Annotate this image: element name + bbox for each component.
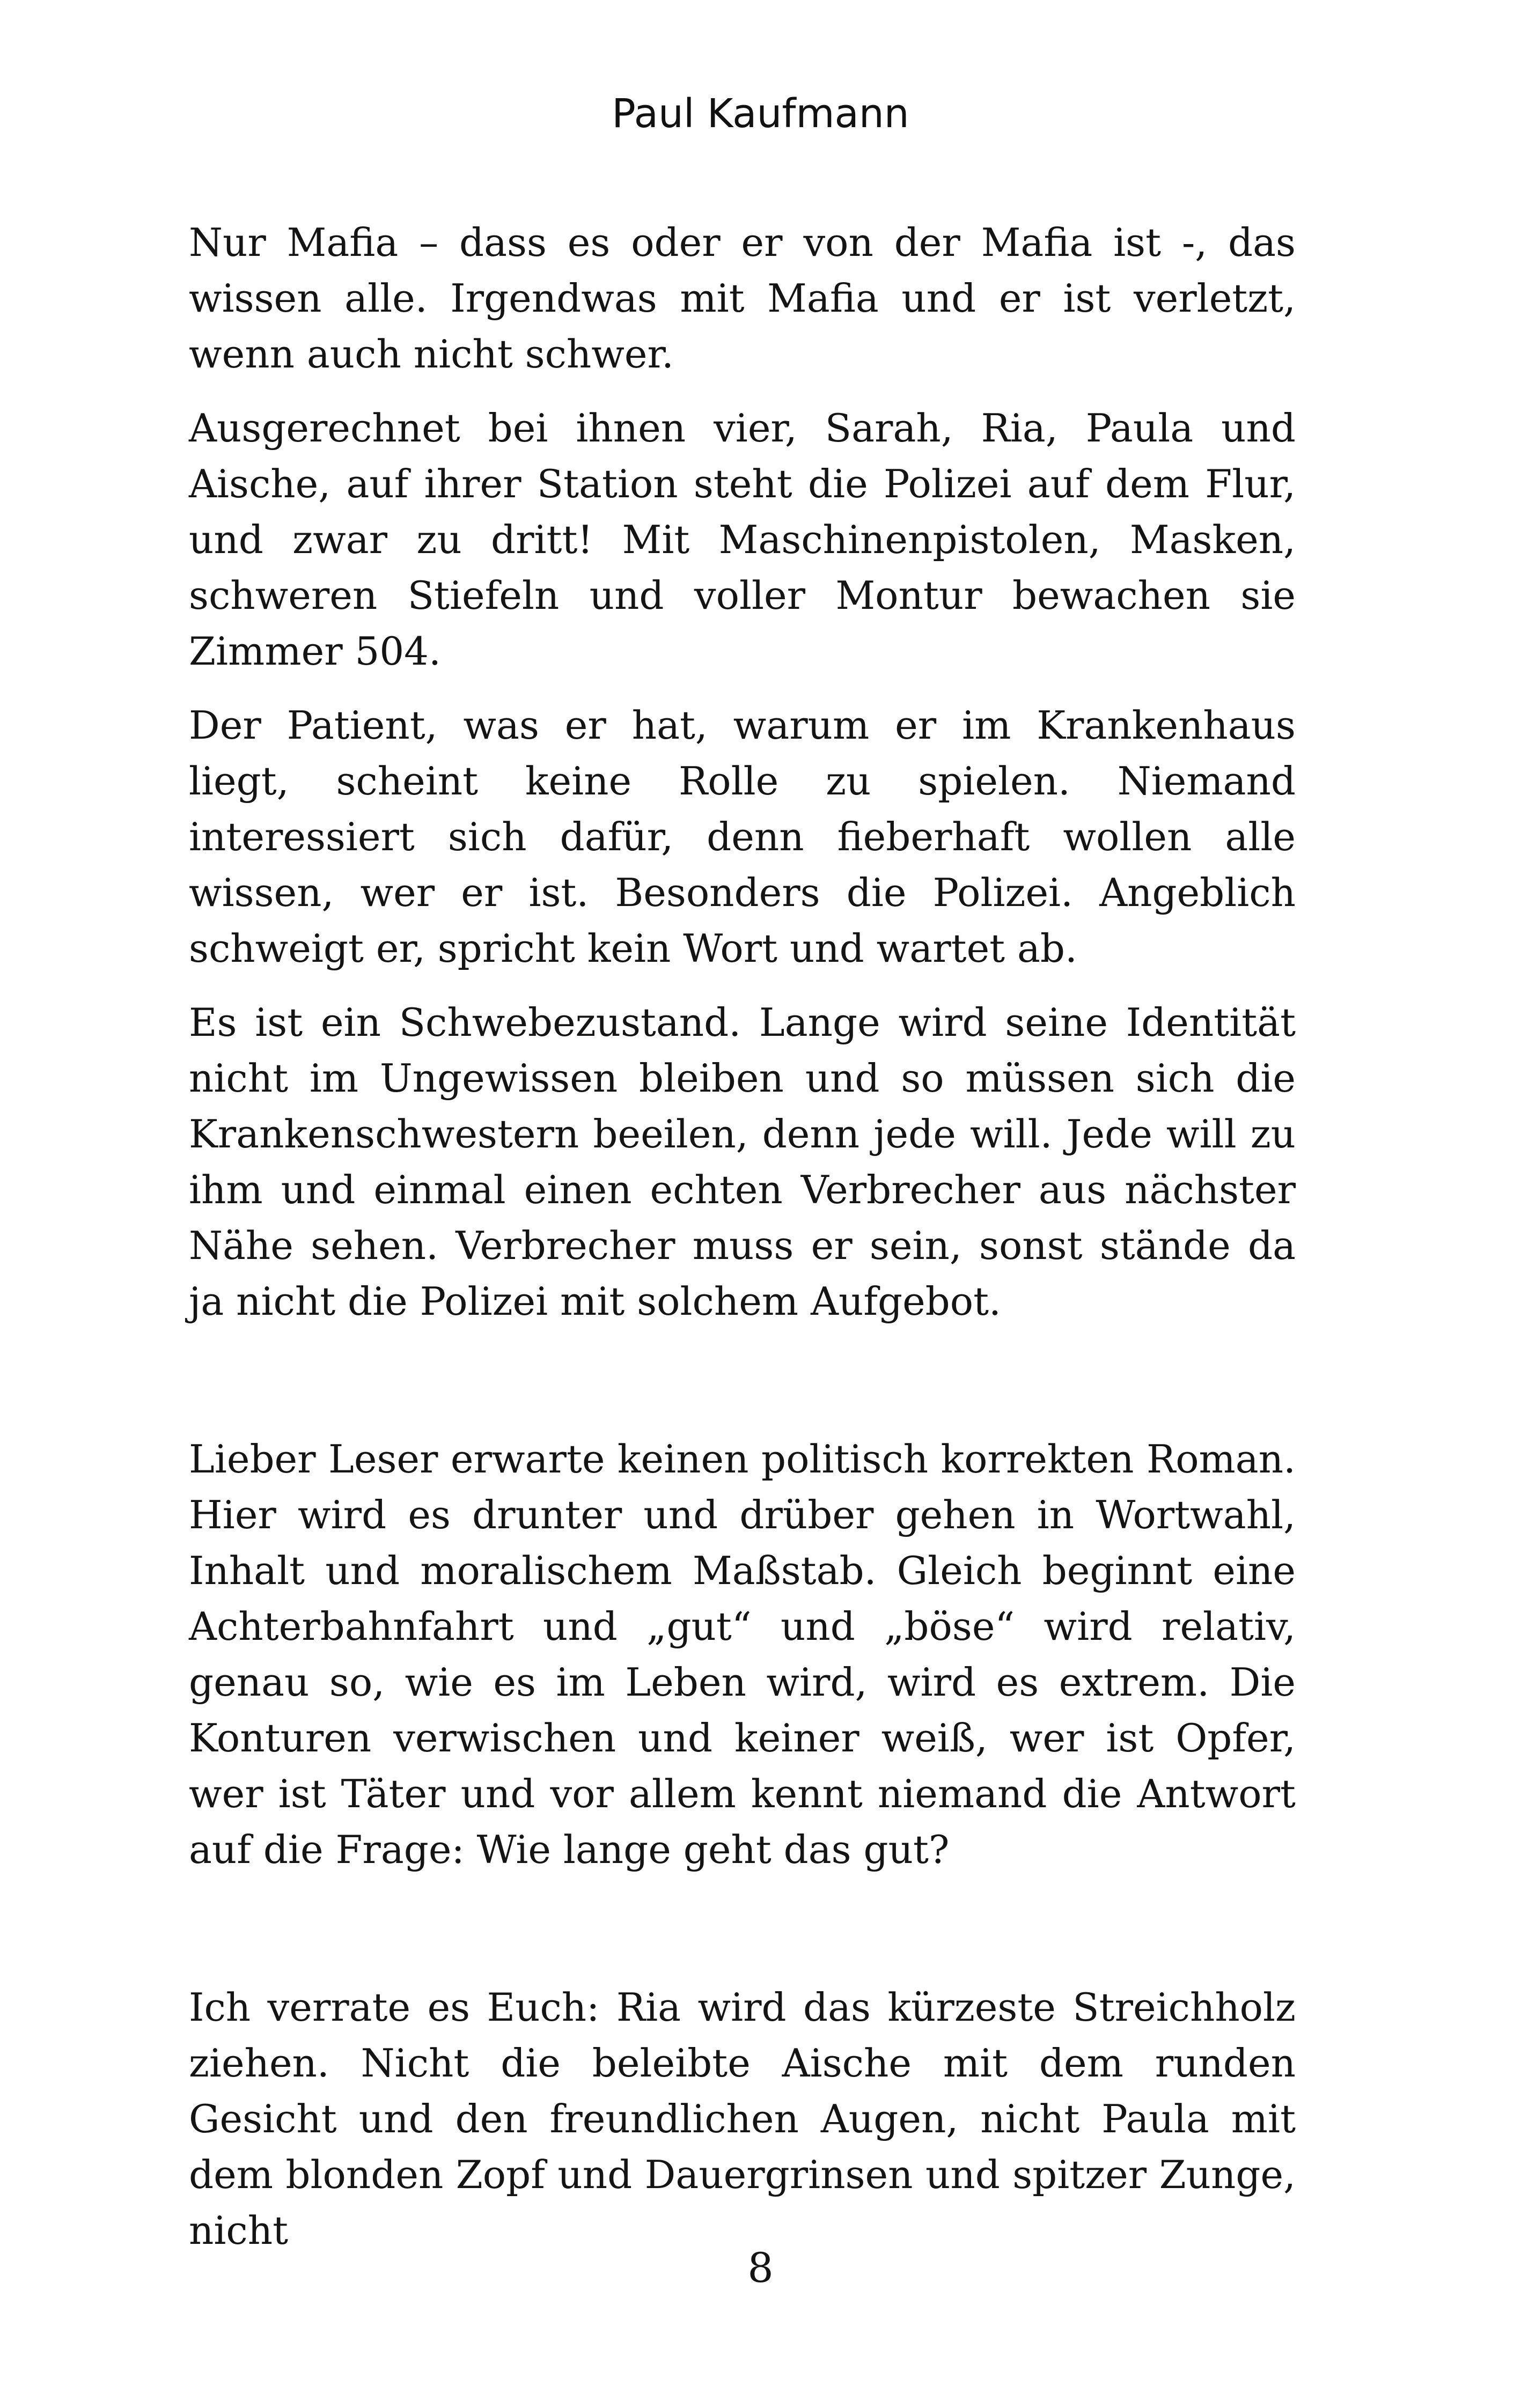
paragraph: Ausgerechnet bei ihnen vier, Sarah, Ria, Paula und Aische, auf ihrer Station steht die Polizei auf dem Flur, und zwar zu dritt! Mit Maschinenpistolen, Masken, schweren Stiefeln und voller Montur bewachen sie Zimmer 504.	[189, 406, 1296, 674]
paragraph: Lieber Leser erwarte keinen politisch korrekten Roman. Hier wird es drunter und drüber gehen in Wortwahl, Inhalt und moralischem Maßstab. Gleich beginnt eine Achterbahnfahrt und „gut“ und „böse“ wird relativ, genau so, wie es im Leben wird, wird es extrem. Die Konturen verwischen und keiner weiß, wer ist Opfer, wer ist Täter und vor allem kennt niemand die Antwort auf die Frage: Wie lange geht das gut?	[189, 1437, 1296, 1872]
page-number: 8	[747, 2244, 774, 2292]
paragraph: Nur Mafia – dass es oder er von der Mafia ist -, das wissen alle. Irgendwas mit Mafia und er ist verletzt, wenn auch nicht schwer.	[189, 220, 1296, 377]
body-text	[189, 215, 1296, 2277]
paragraph: Der Patient, was er hat, warum er im Krankenhaus liegt, scheint keine Rolle zu spielen. Niemand interessiert sich dafür, denn fieberhaft wollen alle wissen, wer er ist. Besonders die Polizei. Angeblich schweigt er, spricht kein Wort und wartet ab.	[189, 703, 1296, 971]
paragraph: Es ist ein Schwebezustand. Lange wird seine Identität nicht im Ungewissen bleiben und so müssen sich die Krankenschwestern beeilen, denn jede will. Jede will zu ihm und einmal einen echten Verbrecher aus nächster Nähe sehen. Verbrecher muss er sein, sonst stände da ja nicht die Polizei mit solchem Aufgebot.	[189, 1000, 1296, 1324]
running-header-author: Paul Kaufmann	[612, 91, 909, 137]
paragraph: Ich verrate es Euch: Ria wird das kürzeste Streichholz ziehen. Nicht die beleibte Aische mit dem runden Gesicht und den freundlichen Augen, nicht Paula mit dem blonden Zopf und Dauergrinsen und spitzer Zunge, nicht	[189, 1985, 1296, 2253]
